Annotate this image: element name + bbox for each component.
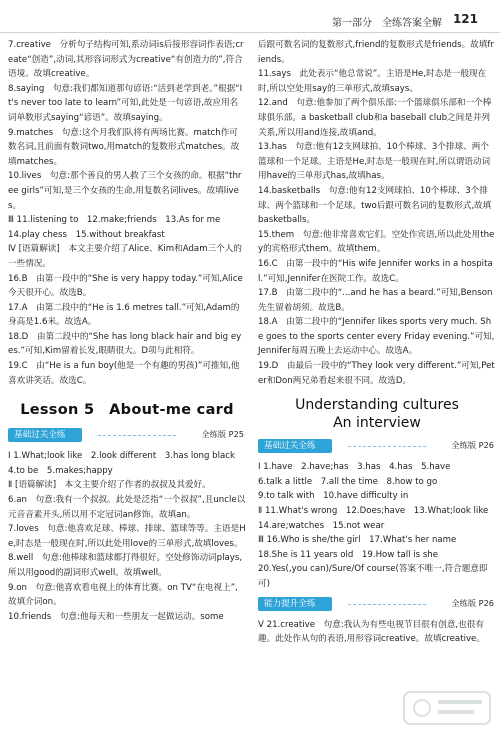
page-number: 121	[452, 12, 478, 26]
section-title-line2: An interview	[333, 415, 421, 432]
answer-entry: 17.A 由第二段中的“He is 1.6 metres tall.”可知,Adam的身高是1.6米。故选A。	[8, 302, 240, 328]
answer-entry: Ⅴ 21.creative 句意:我认为有些电视节目很有创意,也很有趣。此处作从句的表语,用形容词creative。故填creative。	[258, 619, 485, 645]
left-entries-top	[8, 38, 246, 388]
bar-dashed-rule	[348, 604, 426, 605]
answer-entry: 16.C 由第一段中的“His wife Jennifer works in a hospital.”可知,Jennifer在医院工作。故选C。	[258, 258, 493, 284]
left-entries-bottom	[8, 449, 246, 624]
section-title	[258, 396, 496, 432]
answer-entry: 14.are;watches 15.not wear	[258, 520, 385, 531]
bar-page-ref: 全练版 P26	[451, 597, 494, 608]
answer-entry: 9.to talk with 10.have difficulty in	[258, 491, 409, 502]
answer-entry: 19.D 由最后一段中的“They look very different.”可知,Peter和Don两兄弟看起来很不同。故选D。	[258, 361, 495, 386]
answer-entry: 6.talk a little 7.all the time 8.how to go	[258, 476, 438, 487]
answer-entry: 9.on 句意:他喜欢看电视上的体育比赛。on TV“在电视上”,故填介词on。	[8, 582, 238, 608]
answer-entry: Ⅰ 1.What;look like 2.look different 3.has long black	[8, 451, 235, 462]
answer-entry: 8.well 句意:他棒球和篮球都打得很好。空处修饰动词plays,所以用good的副词形式well。故填well。	[8, 553, 243, 578]
answer-entry: Ⅱ 11.What's wrong 12.Does;have 13.What;look like	[258, 506, 489, 517]
right-entries-bottom	[258, 618, 496, 647]
bar-page-ref: 全练版 P25	[201, 429, 244, 440]
page-header	[0, 0, 500, 34]
right-column	[258, 38, 496, 647]
lesson-title: Lesson 5 About-me card	[20, 402, 234, 419]
answer-entry: 14.basketballs 句意:他有12支网球拍、10个棒球、3个排球、两个篮球和一个足球。two后跟可数名词的复数形式,故填basketballs。	[258, 185, 492, 226]
bar-label: 能力提升全练	[258, 597, 332, 611]
watermark-stamp-icon	[402, 688, 492, 728]
answer-entry: 11.says 此处表示“他总常说”。主语是He,时态是一般现在时,所以空处用say的三单形式,故填says。	[258, 69, 487, 94]
answer-entry: Ⅲ 11.listening to 12.make;friends 13.As for me	[8, 215, 221, 226]
answer-entry: 12.and 句意:他参加了两个俱乐部:一个篮球俱乐部和一个棒球俱乐部。a basketball club和a baseball club之间是并列关系,所以用and连接,故填and。	[258, 98, 492, 138]
section-bar-advanced	[258, 596, 496, 612]
answer-entry: 14.play chess 15.without breakfast	[8, 229, 165, 240]
answer-entry: 13.has 句意:他有12支网球拍、10个棒球、3个排球、两个篮球和一个足球。主语是He,时态是一般现在时,所以谓语动词用have的三单形式has,故填has。	[258, 142, 491, 182]
section-title-line1: Understanding cultures	[295, 397, 459, 414]
answer-entry: 4.to be 5.makes;happy	[8, 465, 113, 476]
answer-entry: 16.B 由第一段中的“She is very happy today.”可知,Alice今天很开心。故选B。	[8, 273, 243, 299]
right-entries-mid	[258, 460, 496, 591]
answer-entry: 9.matches 句意:这个月我们队将有两场比赛。match作可数名词,且前面有数词two,用match的复数形式matches。故填matches。	[8, 127, 240, 167]
answer-entry: 17.B 由第二段中的“...and he has a beard.”可知,Benson先生留着胡须。故选B。	[258, 288, 493, 313]
left-column	[8, 38, 246, 624]
answer-entry: 15.them 句意:他非常喜欢它们。空处作宾语,所以此处用they的宾格形式them。故填them。	[258, 229, 495, 255]
answer-entry: 18.A 由第二段中的“Jennifer likes sports very much. She goes to the sports center every Friday evening.”可知,Jennifer每周五晚上去运动中心。故选A。	[258, 317, 495, 357]
answer-entry: 19.C 由“He is a fun boy(他是一个有趣的男孩)”可推知,他喜欢讲笑话。故选C。	[8, 361, 240, 386]
answer-entry: 6.an 句意:我有一个叔叔。此处是泛指“一个叔叔”,且uncle以元音音素开头,所以用不定冠词an修饰。故填an。	[8, 495, 246, 520]
bar-label: 基础过关全练	[8, 428, 82, 442]
answer-entry: 8.saying 句意:我们都知道那句谚语:“活到老学到老。”根据“It's never too late to learn”可知,此处是一句谚语,故应用名词单数形式saying“谚语”。故填saying。	[8, 83, 243, 123]
answer-entry: 7.loves 句意:他喜欢足球、棒球、排球、篮球等等。主语是He,时态是一般现在时,所以此处用love的三单形式,故填loves。	[8, 524, 246, 549]
answer-entry: Ⅰ 1.have 2.have;has 3.has 4.has 5.have	[258, 462, 451, 473]
answer-entry: Ⅱ [语篇解读] 本文主要介绍了作者的叔叔及其爱好。	[8, 480, 211, 491]
bar-page-ref: 全练版 P26	[451, 440, 494, 451]
bar-dashed-rule	[348, 446, 426, 447]
answer-entry: 18.She is 11 years old 19.How tall is she	[258, 549, 439, 560]
answer-entry: Ⅳ [语篇解读] 本文主要介绍了Alice、Kim和Adam三个人的一些情况。	[8, 244, 242, 269]
answer-entry: 20.Yes(,you can)/Sure/Of course(答案不唯一,符合题意即可)	[258, 564, 488, 589]
answer-entry: 18.D 由第二段中的“She has long black hair and big eyes.”可知,Kim留着长发,眼睛很大。D项与此相符。	[8, 331, 242, 357]
answer-entry: 7.creative 分析句子结构可知,系动词is后接形容词作表语;create“创造”,动词,其形容词形式为creative“有创造力的”,符合语境。故填creative。	[8, 40, 244, 80]
part-title: 第一部分 全练答案全解	[332, 18, 442, 29]
answer-entry: 后跟可数名词的复数形式,friend的复数形式是friends。故填friends。	[258, 40, 494, 65]
answer-entry: 10.friends 句意:他每天和一些朋友一起做运动。some	[8, 611, 224, 622]
answer-entry: Ⅲ 16.Who is she/the girl 17.What's her name	[258, 535, 457, 546]
section-bar-basic	[8, 427, 246, 443]
bar-label: 基础过关全练	[258, 439, 332, 453]
header-divider	[0, 32, 500, 33]
bar-dashed-rule	[98, 435, 176, 436]
answer-entry: 10.lives 句意:那个善良的男人救了三个女孩的命。根据“three girls”可知,是三个女孩的生命,用复数名词lives。故填lives。	[8, 171, 242, 211]
right-entries-top	[258, 38, 496, 388]
section-bar-basic-2	[258, 438, 496, 454]
